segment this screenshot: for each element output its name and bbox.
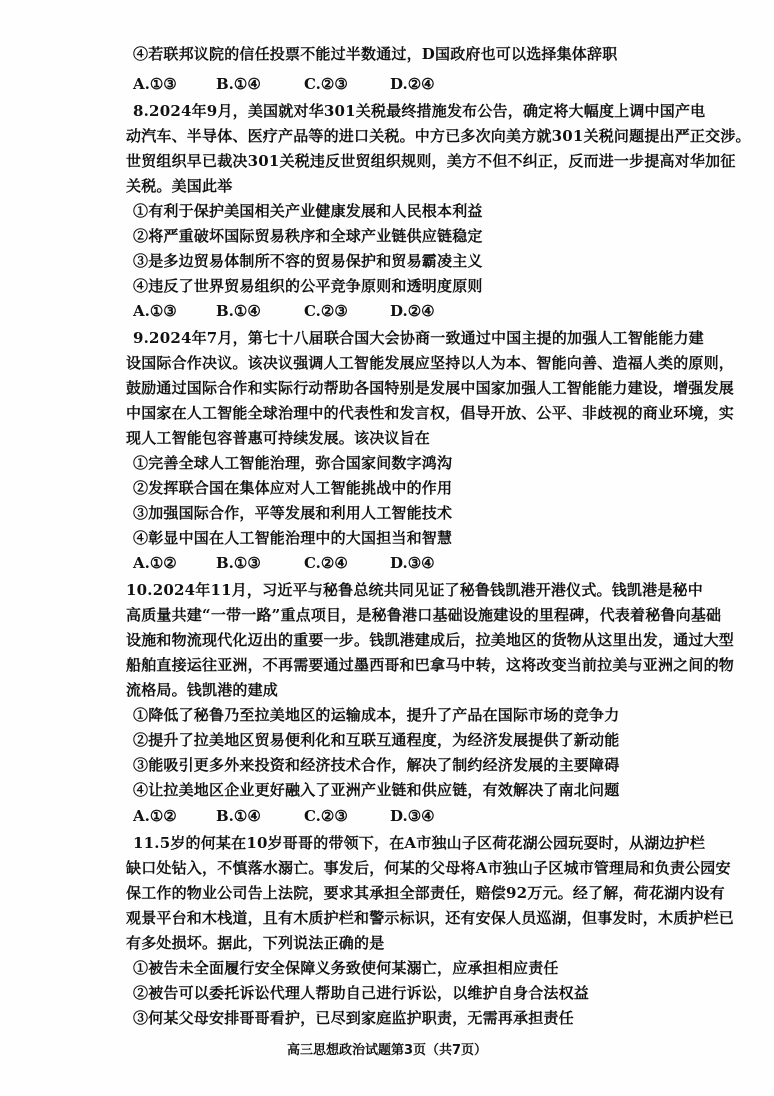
q11-stem-line-5: 有多处损坏。据此，下列说法正确的是	[126, 934, 385, 952]
page-footer: 高三思想政治试题第3页（共7页）	[286, 1043, 488, 1058]
q8-option-d: D.②④	[390, 302, 435, 320]
q10-stem-line-5: 流格局。钱凯港的建成	[126, 681, 279, 699]
q7-option-c: C.②③	[304, 75, 348, 93]
q10-stem-line-1: 10.2024年11月，习近平与秘鲁总统共同见证了秘鲁钱凯港开港仪式。钱凯港是秘中	[126, 581, 703, 599]
q9-option-a: A.①②	[133, 554, 177, 572]
q10-stem-line-4: 船舶直接运往亚洲，不再需要通过墨西哥和巴拿马中转，这将改变当前拉美与亚洲之间的物	[126, 656, 735, 674]
q10-option-a: A.①②	[133, 807, 177, 825]
q9-option-c: C.②④	[304, 554, 348, 572]
q11-item-2: ②被告可以委托诉讼代理人帮助自己进行诉讼，以维护自身合法权益	[133, 984, 590, 1002]
q10-item-1: ①降低了秘鲁乃至拉美地区的运输成本，提升了产品在国际市场的竞争力	[133, 706, 620, 724]
q11-item-3: ③何某父母安排哥哥看护，已尽到家庭监护职责，无需再承担责任	[133, 1009, 574, 1027]
q9-item-2: ②发挥联合国在集体应对人工智能挑战中的作用	[133, 479, 453, 497]
q7-option-a: A.①③	[133, 75, 177, 93]
q8-item-4: ④违反了世界贸易组织的公平竞争原则和透明度原则	[133, 277, 483, 295]
q9-stem-line-2: 设国际合作决议。该决议强调人工智能发展应坚持以人为本、智能向善、造福人类的原则，	[126, 354, 735, 372]
q9-option-b: B.①③	[216, 554, 261, 572]
q11-stem-line-3: 保工作的物业公司告上法院，要求其承担全部责任，赔偿92万元。经了解，荷花湖内设有	[126, 884, 725, 902]
q10-option-b: B.①④	[216, 807, 261, 825]
q8-stem-line-4: 关税。美国此举	[126, 177, 233, 195]
q9-item-3: ③加强国际合作，平等发展和利用人工智能技术	[133, 504, 453, 522]
q7-option-b: B.①④	[216, 75, 261, 93]
q8-option-c: C.②③	[304, 302, 348, 320]
q11-stem-line-1: 11.5岁的何某在10岁哥哥的带领下，在A市独山子区荷花湖公园玩耍时，从湖边护栏	[133, 834, 706, 852]
q10-stem-line-2: 高质量共建“一带一路”重点项目，是秘鲁港口基础设施建设的里程碑，代表着秘鲁向基础	[126, 606, 722, 624]
q8-item-1: ①有利于保护美国相关产业健康发展和人民根本利益	[133, 202, 483, 220]
q9-option-d: D.③④	[390, 554, 435, 572]
q10-option-d: D.③④	[390, 807, 435, 825]
q8-stem-line-2: 动汽车、半导体、医疗产品等的进口关税。中方已多次向美方就301关税问题提出严正交涉。	[126, 127, 751, 145]
q10-stem-line-3: 设施和物流现代化迈出的重要一步。钱凯港建成后，拉美地区的货物从这里出发，通过大型	[126, 631, 735, 649]
q11-stem-line-4: 观景平台和木栈道，且有木质护栏和警示标识，还有安保人员巡湖，但事发时，木质护栏已	[126, 909, 735, 927]
q7-option-d: D.②④	[390, 75, 435, 93]
q8-option-b: B.①④	[216, 302, 261, 320]
q8-stem-line-1: 8.2024年9月，美国就对华301关税最终措施发布公告，确定将大幅度上调中国产电	[133, 102, 706, 120]
q10-item-4: ④让拉美地区企业更好融入了亚洲产业链和供应链，有效解决了南北问题	[133, 781, 620, 799]
q11-stem-line-2: 缺口处钻入，不慎落水溺亡。事发后，何某的父母将A市独山子区城市管理局和负责公园安	[126, 859, 731, 877]
q9-item-4: ④彰显中国在人工智能治理中的大国担当和智慧	[133, 529, 453, 547]
q11-item-1: ①被告未全面履行安全保障义务致使何某溺亡，应承担相应责任	[133, 959, 559, 977]
q7-item-4: ④若联邦议院的信任投票不能过半数通过，D国政府也可以选择集体辞职	[133, 45, 618, 63]
q9-stem-line-4: 中国家在人工智能全球治理中的代表性和发言权，倡导开放、公平、非歧视的商业环境，实	[126, 404, 735, 422]
q9-item-1: ①完善全球人工智能治理，弥合国家间数字鸿沟	[133, 454, 453, 472]
q8-item-3: ③是多边贸易体制所不容的贸易保护和贸易霸凌主义	[133, 252, 483, 270]
q8-item-2: ②将严重破坏国际贸易秩序和全球产业链供应链稳定	[133, 227, 483, 245]
q10-item-2: ②提升了拉美地区贸易便利化和互联互通程度，为经济发展提供了新动能	[133, 731, 620, 749]
q9-stem-line-3: 鼓励通过国际合作和实际行动帮助各国特别是发展中国家加强人工智能能力建设，增强发展	[126, 379, 735, 397]
q8-option-a: A.①③	[133, 302, 177, 320]
q9-stem-line-5: 现人工智能包容普惠可持续发展。该决议旨在	[126, 429, 431, 447]
q10-option-c: C.②③	[304, 807, 348, 825]
q10-item-3: ③能吸引更多外来投资和经济技术合作，解决了制约经济发展的主要障碍	[133, 756, 620, 774]
q8-stem-line-3: 世贸组织早已裁决301关税违反世贸组织规则，美方不但不纠正，反而进一步提高对华加征	[126, 152, 736, 170]
q9-stem-line-1: 9.2024年7月，第七十八届联合国大会协商一致通过中国主提的加强人工智能能力建	[133, 329, 704, 347]
